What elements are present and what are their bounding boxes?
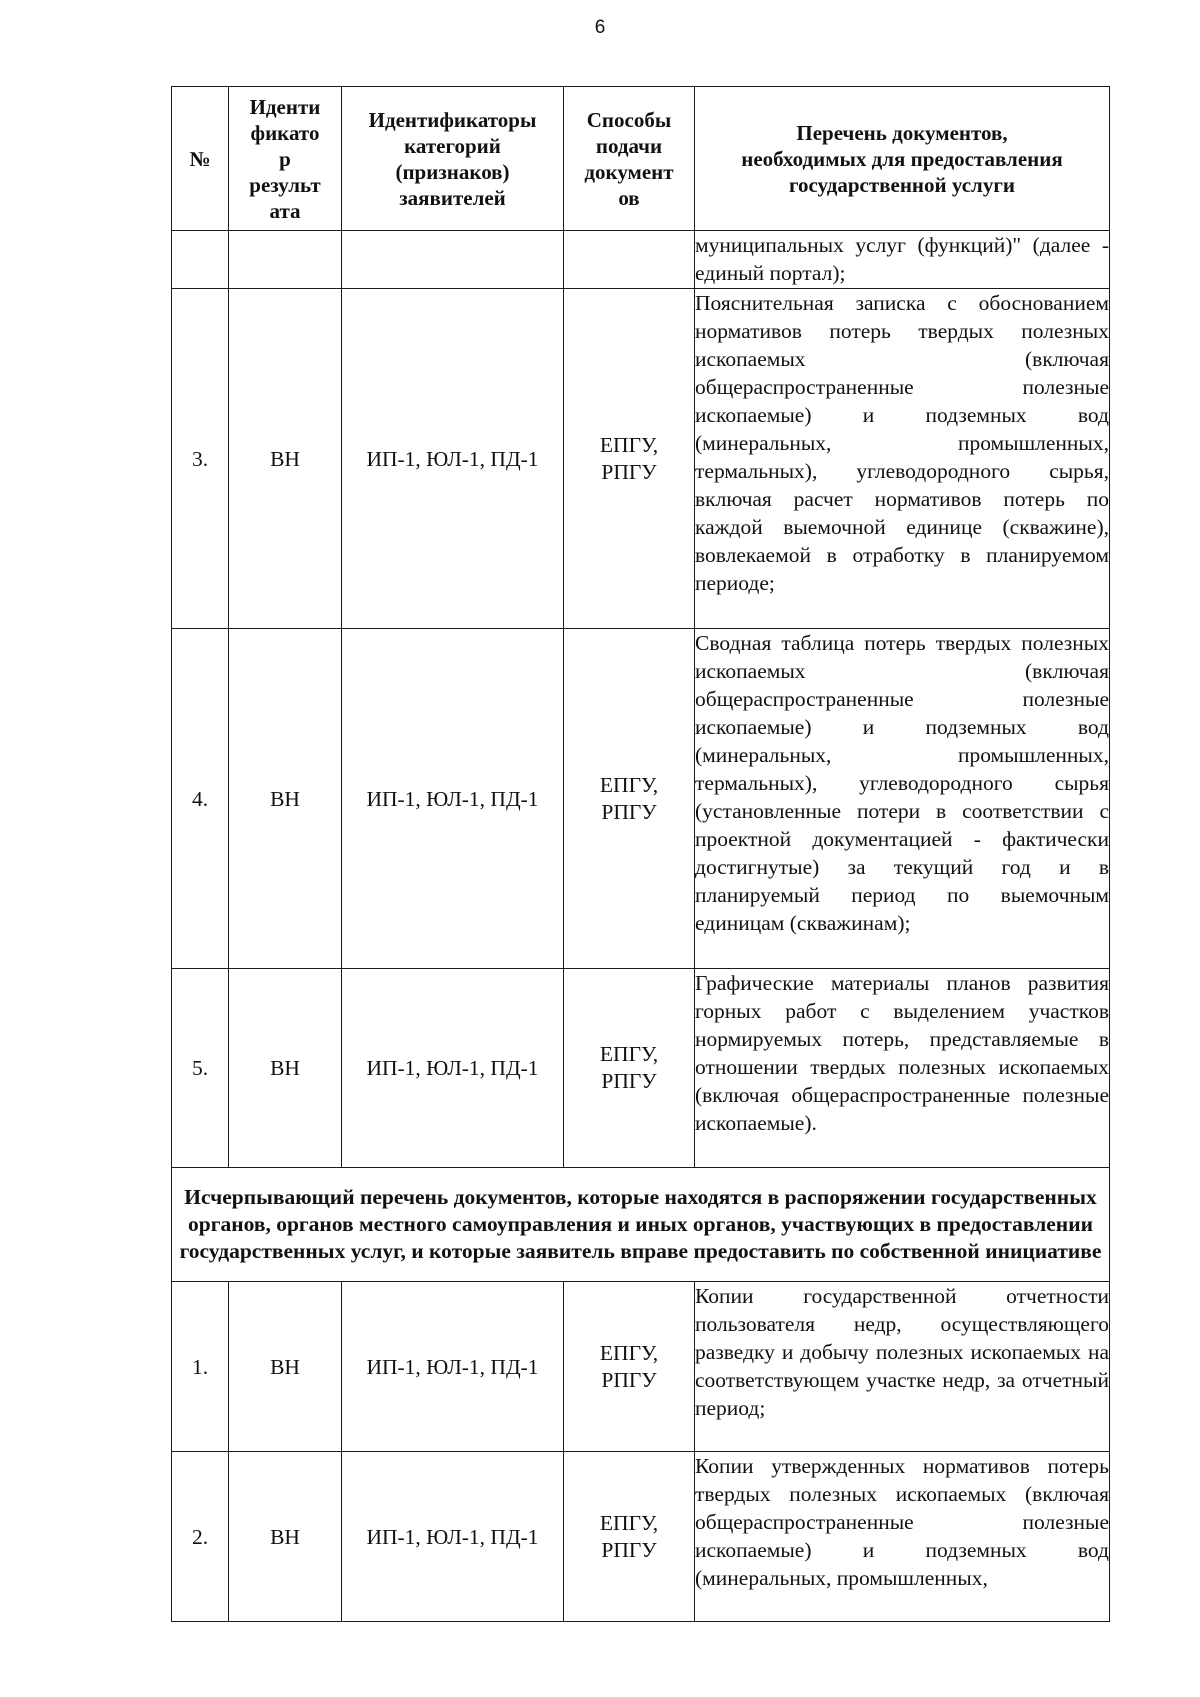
- row-result: [229, 231, 342, 289]
- row-categories: ИП-1, ЮЛ-1, ПД-1: [342, 969, 564, 1168]
- table-row: [172, 1282, 1110, 1452]
- row-method-rpgu: РПГУ: [601, 799, 657, 824]
- header-result-id-line: фикато: [250, 120, 320, 145]
- header-category-line: заявителей: [399, 185, 506, 210]
- row-method-epgu: ЕПГУ,: [599, 1340, 659, 1365]
- row-method-rpgu: РПГУ: [601, 1367, 657, 1392]
- header-documents-line: необходимых для предоставления: [741, 146, 1063, 171]
- row-categories: ИП-1, ЮЛ-1, ПД-1: [342, 1452, 564, 1622]
- row-result: ВН: [229, 1452, 342, 1622]
- table-row: [172, 969, 1110, 1168]
- header-row: [172, 87, 1110, 231]
- row-categories: ИП-1, ЮЛ-1, ПД-1: [342, 1282, 564, 1452]
- row-result: ВН: [229, 969, 342, 1168]
- documents-table: [171, 86, 1110, 1622]
- row-result: ВН: [229, 1282, 342, 1452]
- header-documents: [695, 87, 1110, 231]
- header-category-line: (признаков): [395, 159, 510, 184]
- row-methods: [564, 969, 695, 1168]
- header-category-ids: [342, 87, 564, 231]
- row-method-rpgu: РПГУ: [601, 1069, 657, 1093]
- row-method-rpgu: РПГУ: [601, 1537, 657, 1562]
- row-methods: [564, 289, 695, 629]
- row-method-epgu: ЕПГУ,: [599, 772, 659, 797]
- row-method-rpgu: РПГУ: [601, 459, 657, 484]
- row-num: 3.: [172, 289, 229, 629]
- row-methods: [564, 629, 695, 969]
- section-heading: Исчерпывающий перечень документов, которые находятся в распоряжении государственных органов, органов местного самоуправления и иных органов, участвующих в предоставлении государственных услуг, и которые заявитель вправе предоставить по собственной инициативе: [172, 1168, 1110, 1282]
- table-row: [172, 231, 1110, 289]
- table-row: [172, 1452, 1110, 1622]
- row-document-text: Графические материалы планов развития горных работ с выделением участков нормируемых потерь, представляемые в отношении твердых полезных ископаемых (включая общераспространенные полезные ископаемые).: [695, 971, 1109, 1135]
- row-document: [695, 289, 1110, 629]
- table-row: [172, 289, 1110, 629]
- header-num: №: [172, 87, 229, 231]
- row-method-epgu: ЕПГУ,: [599, 1042, 659, 1066]
- header-methods-line: ов: [618, 185, 640, 210]
- row-document-text: Пояснительная записка с обоснованием нормативов потерь твердых полезных ископаемых (включая общераспространенные полезные ископаемые) и подземных вод (минеральных, промышленных, термальных), углеводородного сырья, включая расчет нормативов потерь по каждой выемочной единице (скважине), вовлекаемой в отработку в планируемом периоде;: [695, 291, 1109, 595]
- row-categories: ИП-1, ЮЛ-1, ПД-1: [342, 629, 564, 969]
- table-row: [172, 629, 1110, 969]
- header-methods: [564, 87, 695, 231]
- row-result: ВН: [229, 289, 342, 629]
- row-result: ВН: [229, 629, 342, 969]
- row-document-text: Копии утвержденных нормативов потерь твердых полезных ископаемых (включая общераспространенные полезные ископаемые) и подземных вод (минеральных, промышленных,: [695, 1454, 1109, 1590]
- row-num: 1.: [172, 1282, 229, 1452]
- section-heading-row: [172, 1168, 1110, 1282]
- row-num: 2.: [172, 1452, 229, 1622]
- row-document: [695, 1452, 1110, 1622]
- row-document: [695, 1282, 1110, 1452]
- row-num: 4.: [172, 629, 229, 969]
- row-document-text: муниципальных услуг (функций)" (далее - единый портал);: [695, 233, 1109, 285]
- header-methods-line: подачи: [595, 133, 663, 158]
- header-methods-line: Способы: [586, 107, 672, 132]
- header-result-id-line: ата: [269, 198, 301, 223]
- row-document: [695, 969, 1110, 1168]
- row-document: [695, 629, 1110, 969]
- row-methods: [564, 1452, 695, 1622]
- header-result-id-line: р: [279, 146, 291, 171]
- header-result-id-line: Иденти: [249, 94, 321, 119]
- header-result-id-line: результ: [249, 172, 321, 197]
- header-documents-line: государственной услуги: [789, 172, 1015, 197]
- header-result-id: [229, 87, 342, 231]
- row-document: [695, 231, 1110, 289]
- row-method-epgu: ЕПГУ,: [599, 432, 659, 457]
- row-categories: ИП-1, ЮЛ-1, ПД-1: [342, 289, 564, 629]
- row-num: 5.: [172, 969, 229, 1168]
- header-methods-line: документ: [584, 159, 674, 184]
- row-methods: [564, 231, 695, 289]
- header-category-line: категорий: [404, 133, 501, 158]
- page-number: 6: [594, 17, 606, 38]
- header-documents-line: Перечень документов,: [796, 120, 1008, 145]
- row-method-epgu: ЕПГУ,: [599, 1510, 659, 1535]
- row-document-text: Сводная таблица потерь твердых полезных ископаемых (включая общераспространенные полезные ископаемые) и подземных вод (минеральных, промышленных, термальных), углеводородного сырья (установленные потери в соответствии с проектной документацией - фактически достигнутые) за текущий год и в планируемый период по выемочным единицам (скважинам);: [695, 631, 1109, 935]
- row-num: [172, 231, 229, 289]
- row-methods: [564, 1282, 695, 1452]
- header-category-line: Идентификаторы: [368, 107, 537, 132]
- row-categories: [342, 231, 564, 289]
- row-document-text: Копии государственной отчетности пользователя недр, осуществляющего разведку и добычу полезных ископаемых на соответствующем участке недр, за отчетный период;: [695, 1284, 1109, 1420]
